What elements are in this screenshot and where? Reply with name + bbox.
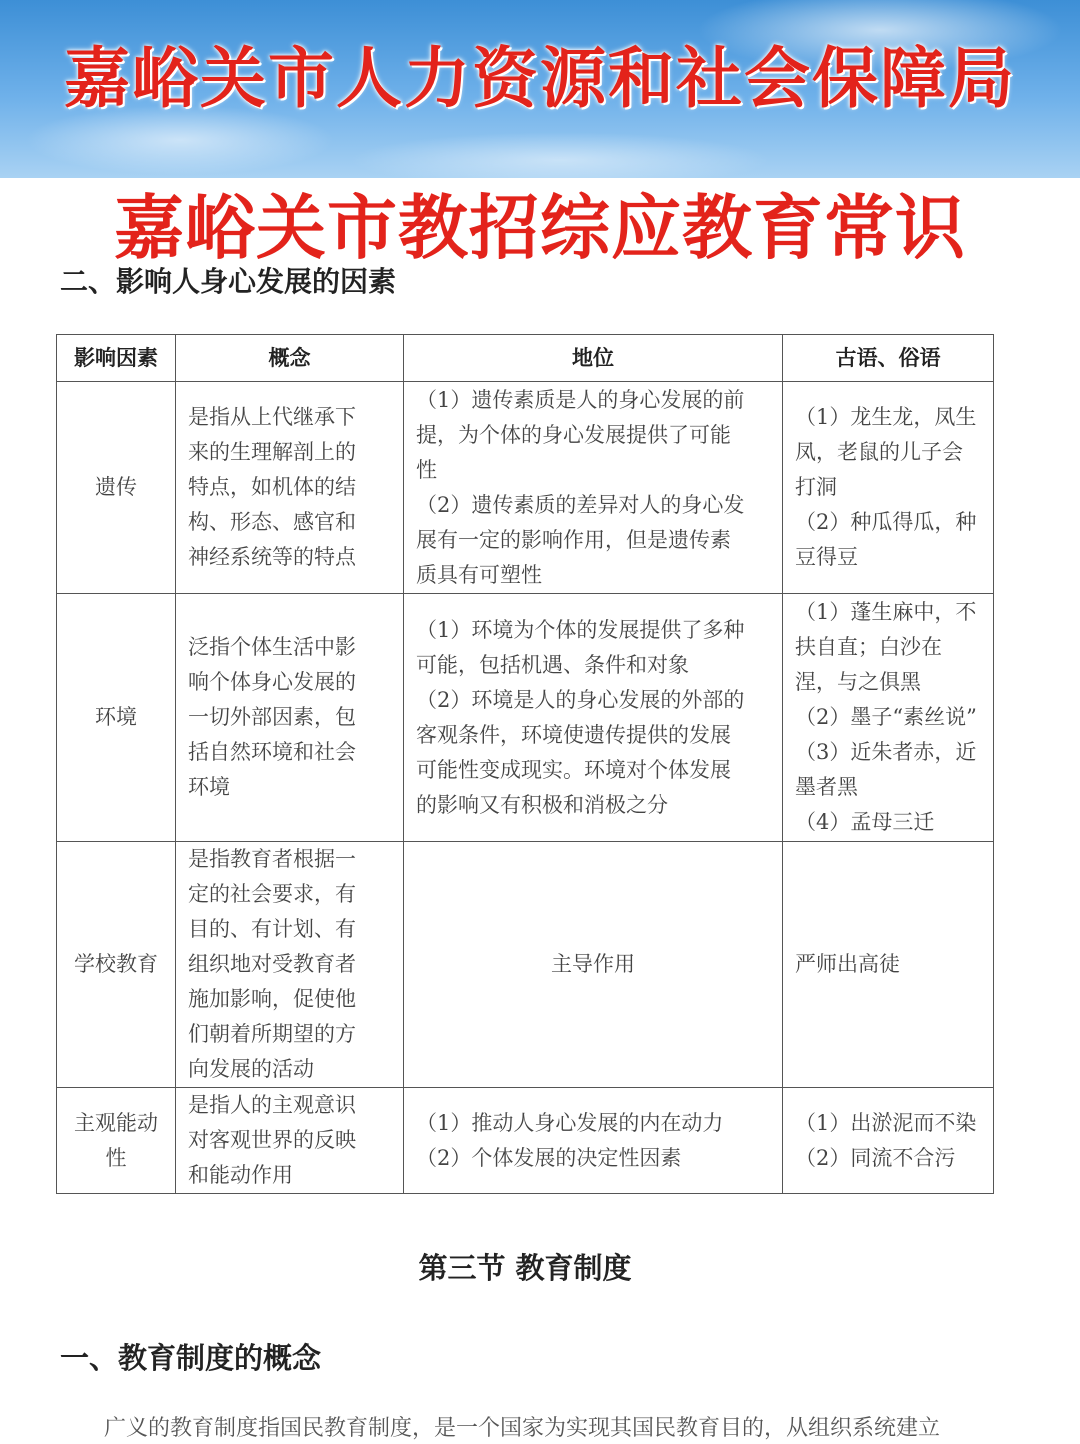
cell-line: 主观能动 [74,1110,158,1135]
cell-line: 凤，老鼠的儿子会 [795,440,963,464]
factor-cell [57,1088,176,1194]
cell-line: （2）个体发展的决定性因素 [416,1145,682,1170]
factor-cell [57,382,176,594]
cell-line: 目的、有计划、有 [188,917,356,941]
cell-line: 构、形态、感官和 [188,510,356,534]
concept-cell [176,594,404,842]
cell-line: 主导作用 [551,952,635,976]
table-row [57,1088,994,1194]
cell-line: 扶自直；白沙在 [795,635,942,659]
proverbs-cell [783,382,994,594]
document-title: 嘉峪关市教招综应教育常识 [114,187,966,269]
cell-line: 是指人的主观意识 [188,1093,356,1117]
cell-line: （4）孟母三迁 [795,810,935,834]
cell-line: 定的社会要求，有 [188,882,356,906]
cell-line: 泛指个体生活中影 [188,635,356,659]
proverbs-cell [783,1088,994,1194]
cell-line: 向发展的活动 [188,1057,314,1081]
cell-line: 提，为个体的身心发展提供了可能 [416,422,731,447]
cell-line: 环境 [95,705,137,729]
banner-title: 嘉峪关市人力资源和社会保障局 [64,39,1016,117]
section-3-title: 第三节 教育制度 [418,1251,632,1285]
cell-line: 性 [105,1145,127,1170]
cell-line: 组织地对受教育者 [188,952,356,976]
cell-line: （1）蓬生麻中，不 [795,600,977,624]
cell-line: （1）推动人身心发展的内在动力 [416,1110,724,1135]
cell-line: 对客观世界的反映 [188,1128,356,1152]
cell-line: （2）遗传素质的差异对人的身心发 [416,492,745,517]
cell-line: （1）遗传素质是人的身心发展的前 [416,387,745,412]
cell-line: 神经系统等的特点 [188,545,356,569]
subsection-heading: 一、教育制度的概念 [60,1341,322,1375]
concept-cell [176,1088,404,1194]
cell-line: 环境 [188,775,230,799]
cell-line: 和能动作用 [188,1163,293,1187]
cell-line: （1）环境为个体的发展提供了多种 [416,617,745,642]
concept-cell [176,382,404,594]
cell-line: 括自然环境和社会 [188,740,356,764]
table-header-row [57,335,994,382]
header-proverbs: 古语、俗语 [783,335,994,382]
cell-line: （3）近朱者赤，近 [795,740,977,764]
factors-table [56,334,994,1194]
cell-line: 质具有可塑性 [416,562,542,587]
factor-cell [57,594,176,842]
status-cell [404,382,783,594]
cell-line: 墨者黑 [795,775,858,799]
cell-line: 响个体身心发展的 [188,670,356,694]
status-cell [404,594,783,842]
header-concept: 概念 [176,335,404,382]
table-row [57,382,994,594]
cell-line: （1）龙生龙，凤生 [795,405,977,429]
cell-line: 是指从上代继承下 [188,405,356,429]
cell-line: 可能性变成现实。环境对个体发展 [416,757,731,782]
cell-line: （2）墨子“素丝说” [795,705,977,729]
header-status: 地位 [404,335,783,382]
concept-cell [176,842,404,1088]
cell-line: 性 [416,457,437,482]
cell-line: （1）出淤泥而不染 [795,1110,977,1135]
cell-line: 特点，如机体的结 [188,475,356,499]
cell-line: 客观条件，环境使遗传提供的发展 [416,722,731,747]
cell-line: 豆得豆 [795,545,858,569]
cell-line: 可能，包括机遇、条件和对象 [416,652,689,677]
cell-line: 们朝着所期望的方 [188,1022,356,1046]
header-banner [0,0,1080,178]
cell-line: 遗传 [95,475,137,499]
cell-line: 学校教育 [74,952,158,976]
cell-line: 涅，与之俱黑 [795,670,921,694]
proverbs-cell [783,594,994,842]
cell-line: 是指教育者根据一 [188,847,356,871]
section-heading: 二、影响人身心发展的因素 [60,265,397,298]
cell-line: 严师出高徒 [795,952,900,976]
cell-line: （2）种瓜得瓜，种 [795,510,977,534]
cell-line: 施加影响，促使他 [188,987,356,1011]
table-row [57,594,994,842]
proverbs-cell [783,842,994,1088]
cell-line: 的影响又有积极和消极之分 [416,792,668,817]
cell-line: 打洞 [795,475,837,499]
factor-cell [57,842,176,1088]
cell-line: 一切外部因素，包 [188,705,356,729]
cell-line: （2）同流不合污 [795,1145,956,1170]
cell-line: 展有一定的影响作用，但是遗传素 [416,527,731,552]
cell-line: （2）环境是人的身心发展的外部的 [416,687,745,712]
table-row [57,842,994,1088]
cell-line: 来的生理解剖上的 [188,440,356,464]
status-cell [404,842,783,1088]
status-cell [404,1088,783,1194]
paragraph-text: 广义的教育制度指国民教育制度，是一个国家为实现其国民教育目的，从组织系统建立 [104,1416,941,1441]
header-factor: 影响因素 [57,335,176,382]
